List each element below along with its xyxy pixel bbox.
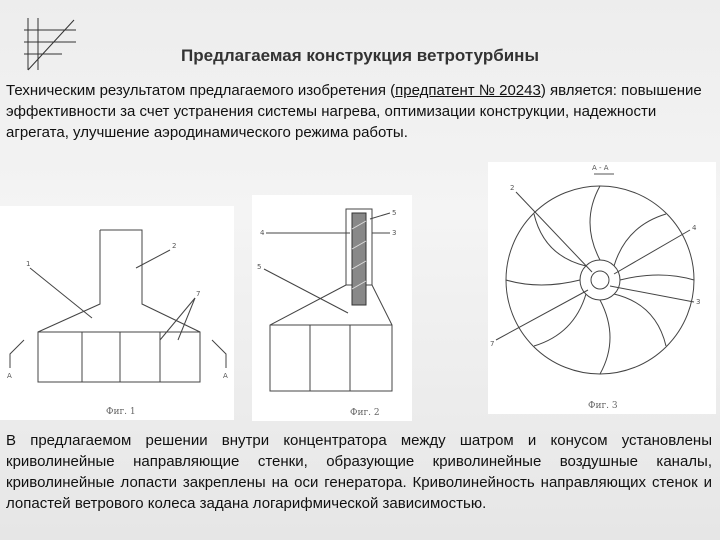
fig1-label-a-right: A [223,372,228,380]
intro-text-end: ) является: повышение эффективности за счет устранения системы нагрева, оптимизации конструкции, надежности агрегата, улучшение аэродинамического режима работы. [6,82,702,141]
fig2-label-5-top: 5 [392,209,397,217]
fig1-caption: Фиг. 1 [106,407,136,417]
fig2-label-5-left: 5 [257,263,262,271]
fig2-caption: Фиг. 2 [350,408,380,418]
page-title: Предлагаемая конструкция ветротурбины [181,46,539,65]
fig1-label-2: 2 [172,242,177,250]
figure-2 [252,195,412,421]
fig3-label-4: 4 [692,224,697,232]
figure-3 [488,162,716,414]
intro-text-start: Техническим результатом предлагаемого изобретения ( [6,82,396,99]
fig2-label-4: 4 [260,229,265,237]
fig3-label-7: 7 [490,340,495,348]
figure-1 [0,206,234,420]
intro-paragraph [6,80,712,143]
fig1-label-7: 7 [196,290,201,298]
fig3-label-3: 3 [696,298,701,306]
fig3-section-label: А - А [592,164,609,172]
fig2-label-3: 3 [392,229,397,237]
fig3-label-2: 2 [510,184,515,192]
fig3-caption: Фиг. 3 [588,401,618,411]
fig1-label-a-left: A [7,372,12,380]
patent-reference: предпатент № 20243 [395,82,541,99]
fig1-label-1: 1 [26,260,31,268]
conclusion-paragraph: В предлагаемом решении внутри концентратора между шатром и конусом установлены криволинейные направляющие стенки, образующие криволинейные воздушные каналы, криволинейные лопасти закреплены на оси генератора. Криволинейность направляющих стенок и лопастей ветрового колеса задана логарифмической зависимостью. [6,432,712,512]
